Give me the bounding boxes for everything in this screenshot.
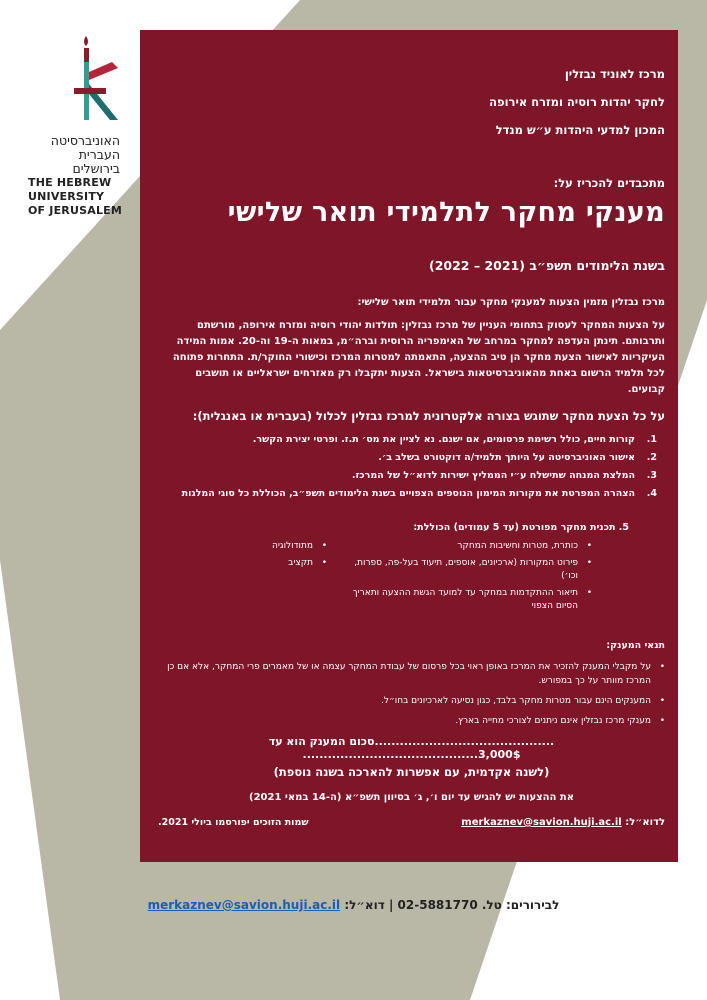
plan-bullets-left	[207, 540, 327, 574]
list-item: • פירוט המקורות (ארכיונים, אוספים, תיעוד בעל-פה, ספרות, וכו׳)	[342, 557, 592, 583]
list-item: • מתודולוגיה	[207, 540, 327, 553]
page-title: מענקי מחקר לתלמידי תואר שלישי	[227, 197, 665, 228]
center-subtitle: לחקר יהדות רוסיה ומזרח אירופה	[489, 95, 665, 109]
grant-amount: ...........................................סכום המענק הוא עד 3,000$..........................................	[268, 735, 555, 761]
email-label: לדוא״ל:	[625, 817, 665, 828]
conditions-title: תנאי המענק:	[606, 640, 665, 651]
submission-heading: על כל הצעת מחקר שתוגש בצורה אלקטרונית למרכז נבזלין לכלול (בעברית או באנגלית):	[192, 409, 665, 423]
logo-hebrew-line-3: בירושלים	[72, 161, 120, 176]
research-plan-heading: 5. תכנית מחקר מפורטת (עד 5 עמודים) הכוללת:	[413, 522, 629, 533]
email-line	[461, 817, 665, 828]
list-item: • מענקי מרכז נבזלין אינם ניתנים לצורכי מחייה בארץ.	[158, 714, 665, 728]
center-header	[365, 60, 665, 144]
logo-hebrew-line-2: העברית	[78, 147, 120, 162]
list-item: אישור האוניברסיטה על היותך תלמיד/ה דוקטורט בשלב ב׳.	[378, 452, 635, 463]
intro-text: מרכז נבזלין מזמין הצעות למענקי מחקר עבור תלמידי תואר שלישי:	[357, 297, 665, 308]
invite-text: מתכבדים להכריז על:	[553, 176, 665, 190]
main-paragraph: על הצעות המחקר לעסוק בתחומי העניין של מרכז נבזלין: תולדות יהודי רוסיה ומזרח אירופה, מורשתם ותרבותם. תינתן העדפה למחקר במרחב של האימפריה הרוסית וברה״מ, במאות ה-19 וה-20. אמות המידה העיקריות לאישור הצעת מחקר הן טיב ההצעה, התאמתה למטרות המרכז וכישורי החוקר/ת. התחרות פתוחה לכל תלמיד הרשום באחת מהאוניברסיטאות בישראל. הצעות יתקבלו רק מאזרחים ישראליים או תושבים קבועים.	[172, 320, 665, 395]
center-name: מרכז לאוניד נבזלין	[564, 67, 665, 81]
academic-year-note: (לשנה אקדמית, עם אפשרות להארכה בשנה נוספת)	[273, 765, 550, 779]
list-item: • תיאור ההתקדמות במחקר עד למועד הגשת ההצעה ותאריך הסיום הצפוי	[342, 587, 592, 613]
logo-english-line-2: UNIVERSITY	[28, 190, 105, 203]
list-item: המלצת המנחה שתישלח ע״י הממליץ ישירות לדוא״ל של המרכז.	[351, 470, 635, 481]
logo-hebrew-line-1: האוניברסיטה	[50, 133, 120, 148]
requirements-list	[158, 432, 657, 504]
list-item: הצהרה המפרטת את מקורות המימון הנוספים הצפויים בשנת הלימודים תשפ״ב, הכוללת כל סוגי המלגות	[181, 488, 635, 499]
footer-contact	[0, 898, 707, 912]
plan-bullets-right	[342, 540, 592, 617]
submission-deadline: את ההצעות יש להגיש עד יום ו׳, ג׳ בסיוון תשפ״א (ה-14 במאי 2021)	[249, 792, 574, 803]
list-item: • על מקבלי המענק להזכיר את המרכז באופן ראוי בכל פרסום של עבודת המחקר עצמה או של מאמרים פרי המחקר, אלא אם כן המרכז מוותר על כך במפורש.	[158, 660, 665, 688]
institute-name: המכון למדעי היהדות ע״ש מנדל	[495, 123, 665, 137]
list-item: • תקציב	[207, 557, 327, 570]
footer-email-link[interactable]: merkaznev@savion.huji.ac.il	[147, 898, 341, 912]
email-link[interactable]: merkaznev@savion.huji.ac.il	[461, 817, 622, 828]
university-emblem-icon	[66, 32, 126, 128]
logo-english-line-3: OF JERUSALEM	[28, 204, 123, 217]
academic-year-subtitle: בשנת הלימודים תשפ״ב (2021 – 2022)	[429, 258, 665, 273]
conditions-list	[158, 660, 665, 734]
winners-announcement: שמות הזוכים יפורסמו ביולי 2021.	[158, 817, 309, 828]
list-item: קורות חיים, כולל רשימת פרסומים, אם ישנם. נא לציין את מס׳ ת.ז. ופרטי יצירת הקשר.	[252, 434, 635, 445]
university-logo	[28, 32, 138, 218]
list-item: • המענקים הינם עבור מטרות מחקר בלבד, כגון נסיעה לארכיונים בחו״ל.	[158, 694, 665, 708]
list-item: • כותרת, מטרות וחשיבות המחקר	[342, 540, 592, 553]
footer-inquiries: לבירורים: טל. 02-5881770 | דוא״ל:	[344, 898, 560, 912]
logo-english-line-1: THE HEBREW	[28, 176, 112, 189]
